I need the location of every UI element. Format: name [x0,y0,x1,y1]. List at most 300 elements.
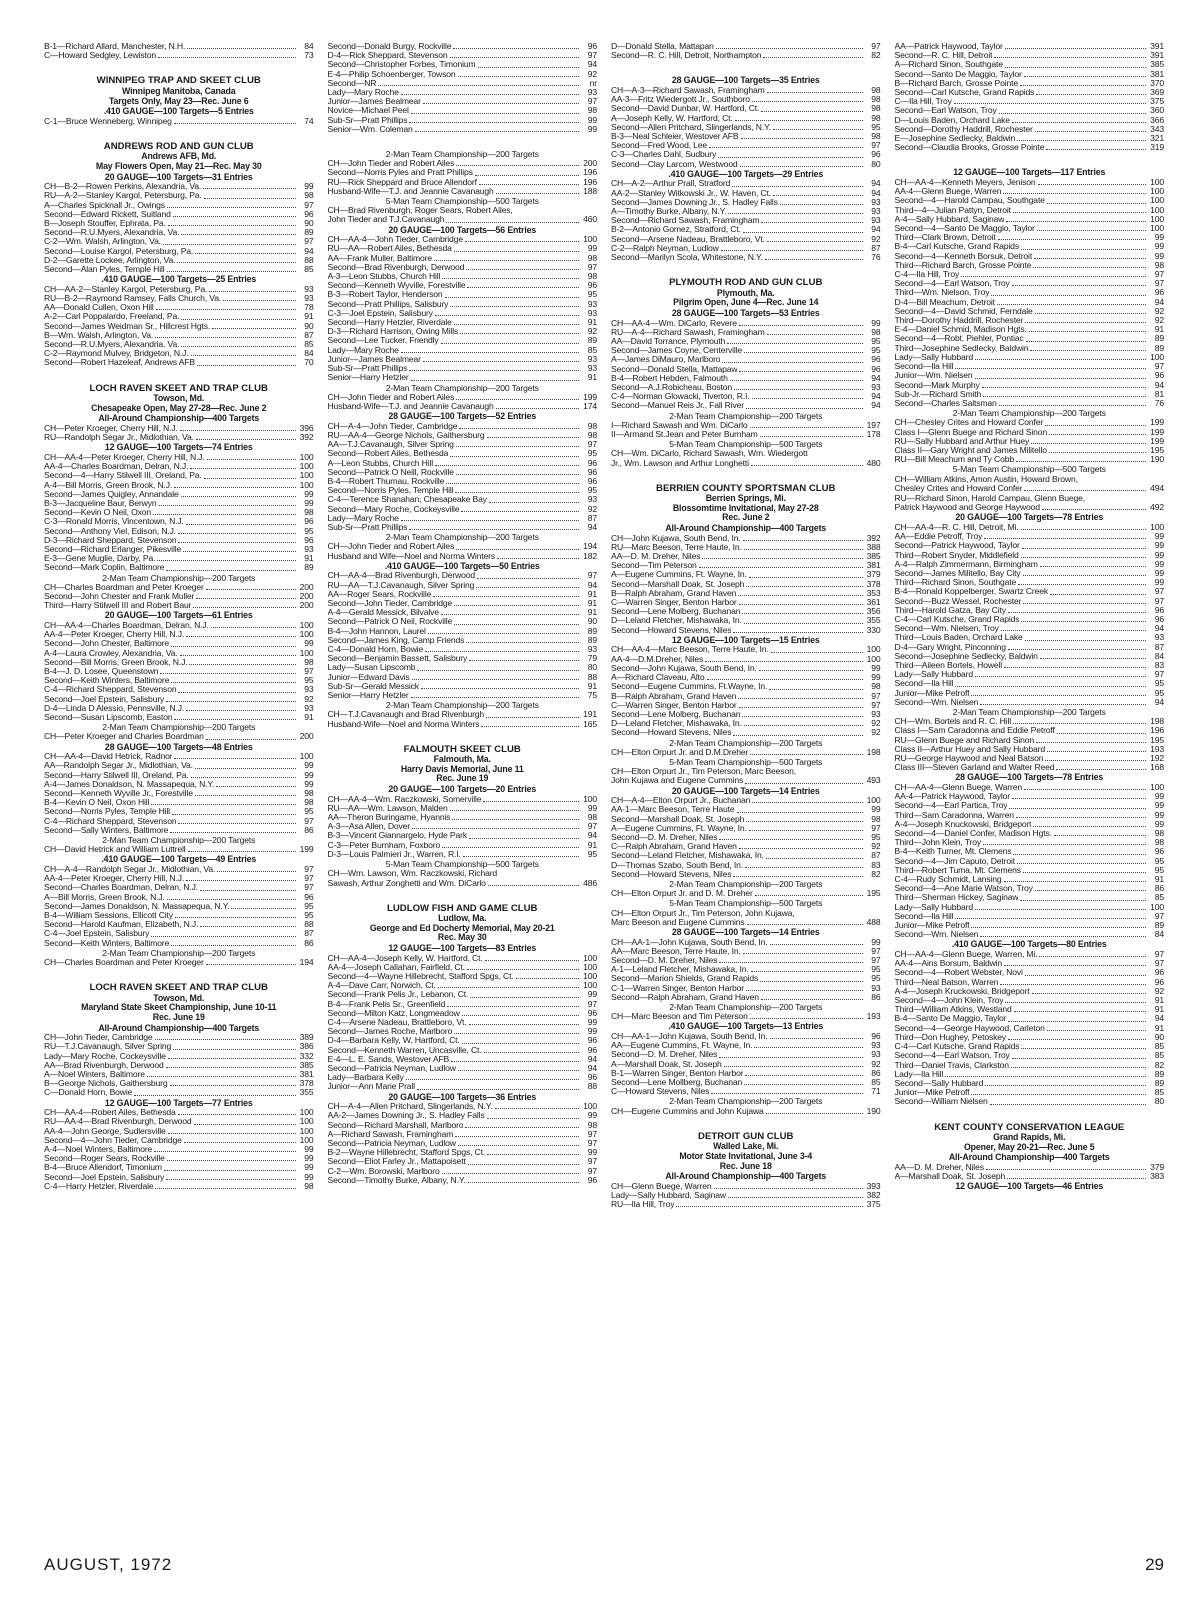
result-row [328,187,598,196]
result-row [328,431,598,440]
dot-leader [734,383,863,390]
result-row [328,1073,598,1082]
shooter-name: A—Richard Sawash, Framingham [327,1129,454,1139]
shooter-name: Junior—Edward Davis [327,672,410,682]
dot-leader [983,390,1146,397]
team-event-title: 2-Man Team Championship—200 Targets [385,382,539,393]
result-row [895,261,1165,270]
result-row [44,191,314,200]
dot-leader [1039,950,1146,957]
result-row [611,392,881,401]
result-row [328,42,598,51]
result-row [328,125,598,134]
shooter-name: Second—Harry Stilwell III, Oreland, Pa. [44,770,189,780]
dot-leader [766,1107,863,1114]
result-row [328,1036,598,1045]
score: 97 [587,570,597,581]
score: 91 [587,372,597,383]
shooter-name: Second—4—Earl Watson, Troy [894,1051,1010,1061]
result-row [895,1172,1165,1181]
result-row [44,424,314,433]
shooter-name: Second—David Dunbar, W. Hartford, Ct. [611,104,760,114]
result-row [895,428,1165,437]
result-row [895,717,1165,726]
score: 94 [587,830,597,841]
shooter-name: CH—Charles Boardman and Peter Kroeger [44,582,204,592]
club-detail: Walled Lake, Mi. [713,1141,779,1152]
dot-leader [999,106,1146,113]
shooter-name: AA-4—D.M.Dreher, Niles [611,654,704,664]
score: 100 [299,1116,314,1127]
result-row [895,921,1165,930]
result-row [611,589,881,598]
result-row [611,655,881,664]
dot-leader [454,617,579,624]
shooter-name: CH—Peter Kroeger and Charles Boardman [44,732,204,742]
score: 382 [866,1189,881,1200]
shooter-name: CH—AA-4—Kenneth Meyers, Jenison [894,178,1036,188]
dot-leader [1050,587,1146,594]
result-row [44,265,314,274]
shooter-name: Husband-Wife—Noel and Norma Winters [327,719,480,729]
result-row [328,290,598,299]
team-event-title: 5-Man Team Championship—500 Targets [669,756,823,767]
shooter-name: Second—Charles Boardman, Delran, N.J. [44,883,198,893]
score: 98 [871,112,881,123]
score: 95 [871,973,881,984]
score: 91 [304,311,314,322]
score: 100 [583,1101,597,1112]
score: 199 [583,391,597,402]
score: 99 [587,989,597,1000]
result-row [611,160,881,169]
shooter-name: C-4—Terence Shanahan, Chesapeake Bay [327,495,487,505]
result-row [44,1108,314,1117]
dot-leader [409,364,579,371]
score: nr [589,77,597,88]
score: 73 [304,50,314,61]
score: 93 [587,307,597,318]
result-row [611,673,881,682]
result-row [895,116,1165,125]
result-row [44,902,314,911]
result-row [328,440,598,449]
score: 385 [299,1059,314,1070]
score: 100 [866,653,881,664]
shooter-name: A-4—James Donaldson, N. Massapequa, N.Y. [44,779,215,789]
result-row [895,996,1165,1005]
score: 96 [304,891,314,902]
event-title: 28 GAUGE—100 Targets—52 Entries [388,411,537,422]
shooter-name: Second—4—Santo De Maggio, Taylor [894,224,1035,234]
score: 99 [304,778,314,789]
event-title: All-Around Championship—400 Targets [665,1171,827,1182]
shooter-name: B-4—William Sessions, Ellicott City [44,911,173,921]
event-title: 12 GAUGE—100 Targets—15 Entries [671,634,820,645]
score: 99 [1154,567,1164,578]
team-event-title: 2-Man Team Championship—200 Targets [669,1096,823,1107]
shooter-name: Second—James Quigley, Annandale [44,489,179,499]
dot-leader [1005,42,1146,49]
score: 379 [866,569,881,580]
shooter-name: CH—Chesley Crites and Howard Confer [894,418,1044,428]
shooter-name: B-4—John Hannon, Laurel [327,626,426,636]
score: 99 [587,1110,597,1121]
shooter-name: I—Richard Sawash and Wm. DiCarlo [611,420,748,430]
result-row [328,691,598,700]
shooter-name: C-4—Carl Kutsche, Grand Rapids [894,1042,1020,1052]
result-row [328,1027,598,1036]
shooter-name: Second—Ila Hill [894,911,954,921]
event-title: .410 GAUGE—100 Targets—29 Entries [668,168,824,179]
shooter-name: Second—Joel Epstein, Salisbury [44,694,165,704]
score: 93 [304,684,314,695]
dot-leader [716,42,863,49]
continued-block [44,42,314,60]
score: 74 [304,115,314,126]
shooter-name: A-4—Ralph Zimmermann, Birmingham [894,559,1038,569]
shooter-name: Second—Harry Hetzler, Riverdale [327,318,452,328]
shooter-name: D-4—Bill Meachum, Detroit [894,297,995,307]
result-row [328,88,598,97]
score: 96 [871,354,881,365]
dot-leader [997,298,1146,305]
shooter-name: Second—R. C. Hill, Detroit [894,51,993,61]
dot-leader [971,921,1146,928]
score: 460 [583,214,597,225]
dot-leader [773,123,863,130]
dot-leader [454,318,579,325]
shooter-name: Second—4—Daniel Confer, Madison Hgts. [894,829,1052,839]
result-row [44,893,314,902]
score: 78 [304,302,314,313]
dot-leader [460,327,579,334]
shooter-name: Junior—Mike Petroff [894,921,970,931]
result-row [895,233,1165,242]
shooter-name: RU—B-2—Raymond Ramsey, Falls Church, Va. [44,294,222,303]
result-row [328,1102,598,1111]
shooter-name: A—Eugene Cummins, Ft. Wayne, In. [611,823,747,833]
dot-leader [445,290,579,297]
shooter-name: D-4—Gary Wright, Pinconning [894,642,1006,652]
score: 96 [1154,604,1164,615]
result-row [895,353,1165,362]
result-row [44,536,314,545]
dot-leader [467,281,579,288]
dot-leader [1006,215,1146,222]
score: 488 [866,916,881,927]
dot-leader [954,97,1146,104]
dot-leader [1035,125,1146,132]
score: 388 [866,541,881,552]
score: 82 [1154,1059,1164,1070]
score: 97 [304,873,314,884]
page-number: 29 [1145,1555,1164,1574]
result-row [895,763,1165,772]
result-row [895,371,1165,380]
dot-leader [739,365,862,372]
result-row [895,689,1165,698]
result-row [328,263,598,272]
club-heading [44,142,314,172]
result-row [611,401,881,410]
result-row [328,654,598,663]
club-name: PLYMOUTH ROD AND GUN CLUB [669,277,823,289]
club-heading [44,384,314,414]
shooter-name: A-1—Leland Fletcher, Mishawaka, In. [611,965,749,975]
result-row [611,993,881,1002]
dot-leader [411,373,579,380]
result-row [895,362,1165,371]
score: 88 [304,919,314,930]
shooter-name: B—Ralph Abraham, Grand Haven [611,588,737,598]
shooter-name: C—Ralph Abraham, Grand Haven [611,842,737,852]
score: 100 [299,619,314,630]
dot-leader [469,831,579,838]
result-row [611,355,881,364]
shooter-name: Second—4—George Haywood, Carleton [894,1023,1045,1033]
result-row [44,826,314,835]
score: 91 [1154,324,1164,335]
shooter-name: A-4—Bill Morris, Green Brook, N.J. [44,480,173,490]
dot-leader [1025,316,1146,323]
shooter-name: Second—Fred Wood, Lee [611,141,708,151]
result-row [895,903,1165,912]
dot-leader [752,392,863,399]
shooter-name: AA-4—John George, Sudlersville [44,1126,166,1136]
shooter-name: E-4—Philip Schoenberger, Towson [327,69,456,79]
dot-leader [155,1033,296,1040]
dot-leader [167,265,296,272]
dot-leader [1012,116,1146,123]
dot-leader [1012,792,1146,799]
result-row [44,117,314,126]
shooter-name: Second—Donald Burgy, Rockville [327,42,452,51]
club-detail: Berrien Springs, Mi. [705,493,786,504]
shooter-name: Junior—Wm. Nielsen [894,371,973,381]
dot-leader [1008,1033,1146,1040]
result-row [44,51,314,60]
shooter-name: CH—AA-4—Charles Boardman, Delran, N.J. [44,620,209,630]
result-row [44,219,314,228]
result-row [895,503,1165,512]
dot-leader [990,1097,1146,1104]
score: 85 [1154,1041,1164,1052]
score: 95 [1154,864,1164,875]
result-row [611,430,881,439]
shooter-name: CH—Charles Boardman and Peter Kroeger [44,958,204,968]
score: 100 [1150,223,1164,234]
shooter-name: Lady—Susan Lipscomb [327,663,416,673]
shooter-name: Second—4—Wayne Hillebrecht, Stafford Spgs, Ct. [327,971,514,981]
shooter-name: Third—John Klein, Troy [894,838,981,848]
result-row [895,484,1165,493]
club-detail: Rec. June 18 [719,1160,772,1171]
score: 198 [1150,716,1164,727]
dot-leader [181,312,295,319]
score: 96 [587,1072,597,1083]
dot-leader [463,850,579,857]
shooter-name: Second—Roger Sears, Rockville [44,1154,165,1164]
score: 98 [304,190,314,201]
dot-leader [456,468,579,475]
team-event-title: 2-Man Team Championship—200 Targets [102,947,256,958]
team-event-title: 2-Man Team Championship—200 Targets [952,408,1106,419]
shooter-name: RU—Bill Meachum and Ty Cobb [894,455,1014,465]
score: 97 [587,50,597,61]
dot-leader [167,201,296,208]
score: 98 [871,131,881,142]
score: 321 [1150,133,1164,144]
shooter-name: E-4—Daniel Schmid, Madison Hgts. [894,325,1027,335]
result-row [895,1079,1165,1088]
score: 89 [1154,1077,1164,1088]
dot-leader [459,422,579,429]
dot-leader [167,893,296,900]
dot-leader [1021,242,1146,249]
score: 100 [299,647,314,658]
score: 94 [587,579,597,590]
shooter-name: B-4—Kevin O Neil, Oxon Hill [44,798,150,808]
dot-leader [1040,560,1146,567]
dot-leader [1023,569,1146,576]
result-row [44,667,314,676]
club-block [44,384,314,968]
dot-leader [770,1032,863,1039]
team-members-line: CH—Elton Orpurt Jr., Tim Peterson, Marc Beeson, [611,767,796,777]
score: 97 [871,690,881,701]
score: 91 [587,317,597,328]
shooter-name: Third—Sam Caradonna, Warren [894,810,1014,820]
result-row [611,645,881,654]
dot-leader [739,842,863,849]
result-row [895,1088,1165,1097]
dot-leader [190,462,295,469]
result-row [895,288,1165,297]
score: 90 [587,616,597,627]
score: 89 [587,634,597,645]
result-row [895,783,1165,792]
result-row [895,298,1165,307]
club-detail: Rec. June 19 [436,773,489,784]
shooter-name: C-2—Ralph Neyman, Ludlow [611,243,719,253]
score: 90 [1154,1031,1164,1042]
dot-leader [738,589,862,596]
result-row [895,224,1165,233]
shooter-name: A—Marshall Doak, St. Joseph [611,1059,722,1069]
shooter-name: AA-4—Charles Boardman, Delran, N.J. [44,462,189,472]
result-row [328,373,598,382]
dot-leader [450,449,579,456]
result-row [328,552,598,561]
result-row [44,349,314,358]
result-row [44,42,314,51]
result-row [44,630,314,639]
shooter-name: C-4—Arsene Nadeau, Brattleboro, Vt. [327,1018,467,1027]
shooter-name: CH—AA-1—John Kujawa, South Bend, In. [611,1031,768,1041]
dot-leader [752,95,863,102]
result-row [44,592,314,601]
result-row [328,309,598,318]
shooter-name: Second—Sally Winters, Baltimore [44,825,169,835]
event-title: 20 GAUGE—100 Targets—20 Entries [388,784,537,795]
score: 100 [583,952,597,963]
result-row [611,337,881,346]
score: 100 [299,470,314,481]
shooter-name: Lady—Sally Hubbard [894,352,974,362]
score: 393 [866,1180,881,1191]
shooter-name: Second—Richard Marshall, Marlboro [327,1120,464,1130]
shooter-name: AA—Randolph Segar Jr., Midlothian, Va. [44,761,193,771]
score: 86 [871,1067,881,1078]
score: 361 [866,597,881,608]
shooter-name: Second—Kevin O Neil, Oxon [44,508,152,518]
score: 97 [587,998,597,1009]
shooter-name: AA-4—Peter Kroeger, Cherry Hill, N.J. [44,874,185,884]
result-row [611,253,881,262]
score: 193 [866,1011,881,1022]
dot-leader [975,371,1146,378]
dot-leader [1014,1005,1146,1012]
dot-leader [415,125,579,132]
dot-leader [754,1041,862,1048]
team-event-title: 2-Man Team Championship—200 Targets [102,572,256,583]
dot-leader [155,331,295,338]
result-row [611,1041,881,1050]
score: 92 [587,68,597,79]
result-row [611,833,881,842]
result-row [44,676,314,685]
result-row [328,235,598,244]
score: 97 [304,199,314,210]
score: 97 [304,815,314,826]
shooter-name: CH—Eugene Cummins and John Kujawa [611,1106,764,1116]
result-row [611,701,881,710]
result-row [328,795,598,804]
dot-leader [186,630,295,637]
result-row [895,1051,1165,1060]
club-block [44,76,314,125]
team-members-line: RU—Richard Sinon, Harold Campau, Glenn Buege, [894,493,1086,503]
score: 192 [1150,753,1164,764]
score: 98 [871,326,881,337]
shooter-name: Sub-Sr—Pratt Phillips [327,522,408,532]
dot-leader [751,459,863,466]
result-row [611,95,881,104]
shooter-name: Junior—Mike Petroff [894,1088,970,1098]
dot-leader [476,581,579,588]
score: 87 [1154,641,1164,652]
shooter-name: Second—Howard Stevens, Niles [611,625,732,635]
dot-leader [749,824,863,831]
score: 99 [1154,577,1164,588]
result-row [328,336,598,345]
score: 85 [1154,1050,1164,1061]
result-row [44,911,314,920]
shooter-name: Second—4—Harold Campau, Southgate [894,196,1045,206]
dot-leader [1030,344,1146,351]
dot-leader [743,225,863,232]
shooter-name: Lady—Mary Roche [327,345,399,355]
shooter-name: Second—James King, Camp Friends [327,635,465,645]
result-row [328,281,598,290]
dot-leader [1024,484,1146,491]
dot-leader [767,235,863,242]
score: 84 [304,42,314,51]
dot-leader [442,841,579,848]
dot-leader [446,215,579,222]
result-row [611,664,881,673]
